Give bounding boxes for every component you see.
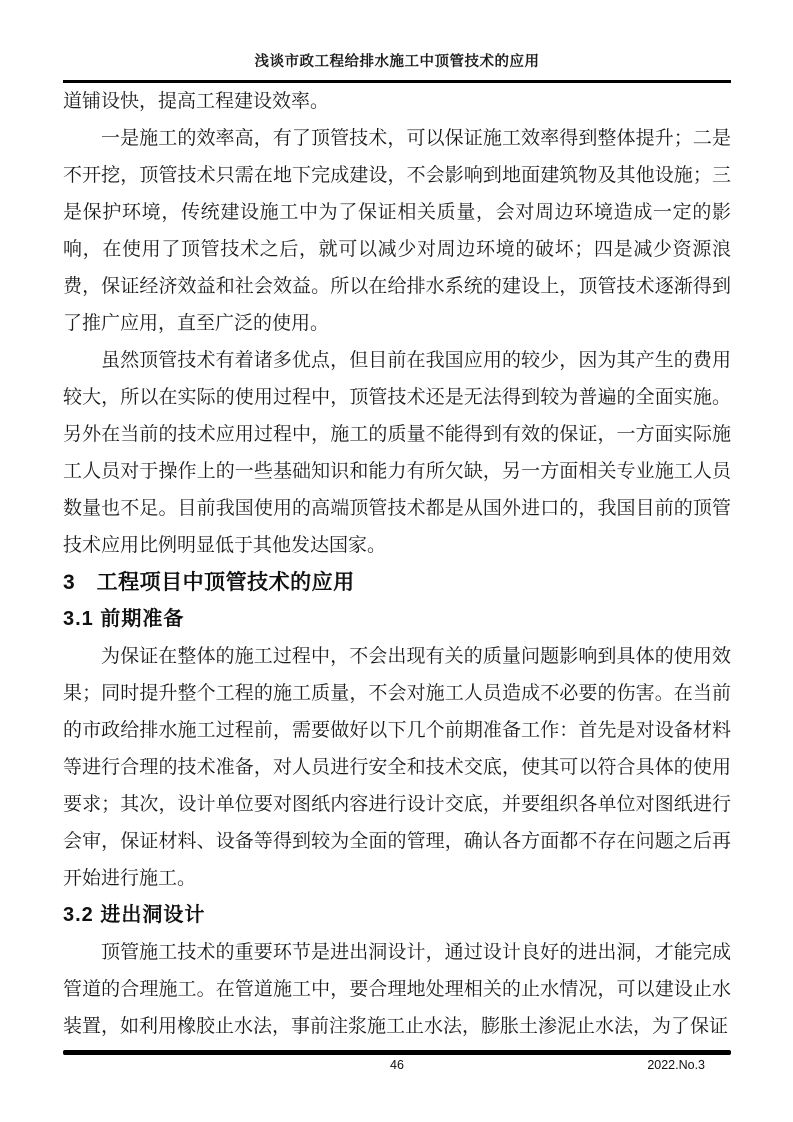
running-header (63, 0, 731, 83)
paragraph-tunnel-design: 顶管施工技术的重要环节是进出洞设计，通过设计良好的进出洞，才能完成管道的合理施工。在管道施工中，要合理地处理相关的止水情况，可以建设止水装置，如利用橡胶止水法，事前注浆施工止水法，膨胀土渗泥止水法，为了保证 (63, 942, 731, 1037)
subsection-heading-3-2: 3.2 进出洞设计 (63, 904, 206, 926)
section-heading-3: 3 工程项目中顶管技术的应用 (63, 571, 355, 594)
document-body (63, 83, 731, 1045)
page-content (63, 0, 731, 1045)
footer-rule (63, 1050, 731, 1055)
paragraph-preparation: 为保证在整体的施工过程中，不会出现有关的质量问题影响到具体的使用效果；同时提升整个工程的施工质量，不会对施工人员造成不必要的伤害。在当前的市政给排水施工过程前，需要做好以下几个前期准备工作：首先是对设备材料等进行合理的技术准备，对人员进行安全和技术交底，使其可以符合具体的使用要求；其次，设计单位要对图纸内容进行设计交底，并要组织各单位对图纸进行会审，保证材料、设备等得到较为全面的管理，确认各方面都不存在问题之后再开始进行施工。 (63, 646, 731, 889)
footer-row (63, 1058, 731, 1076)
paragraph-limitations: 虽然顶管技术有着诸多优点，但目前在我国应用的较少，因为其产生的费用较大，所以在实际的使用过程中，顶管技术还是无法得到较为普遍的全面实施。另外在当前的技术应用过程中，施工的质量不能得到有效的保证，一方面实际施工人员对于操作上的一些基础知识和能力有所欠缺，另一方面相关专业施工人员数量也不足。目前我国使用的高端顶管技术都是从国外进口的，我国目前的顶管技术应用比例明显低于其他发达国家。 (63, 350, 731, 556)
page-number: 46 (390, 1057, 404, 1072)
paragraph-continuation: 道铺设快，提高工程建设效率。 (63, 91, 330, 112)
paragraph-advantages: 一是施工的效率高，有了顶管技术，可以保证施工效率得到整体提升；二是不开挖，顶管技术只需在地下完成建设，不会影响到地面建筑物及其他设施；三是保护环境，传统建设施工中为了保证相关质量，会对周边环境造成一定的影响，在使用了顶管技术之后，就可以减少对周边环境的破坏；四是减少资源浪费，保证经济效益和社会效益。所以在给排水系统的建设上，顶管技术逐渐得到了推广应用，直至广泛的使用。 (63, 128, 731, 334)
subsection-heading-3-1: 3.1 前期准备 (63, 608, 185, 630)
issue-label: 2022.No.3 (647, 1057, 705, 1072)
page-footer (63, 1050, 731, 1076)
running-header-title: 浅谈市政工程给排水施工中顶管技术的应用 (254, 54, 540, 70)
